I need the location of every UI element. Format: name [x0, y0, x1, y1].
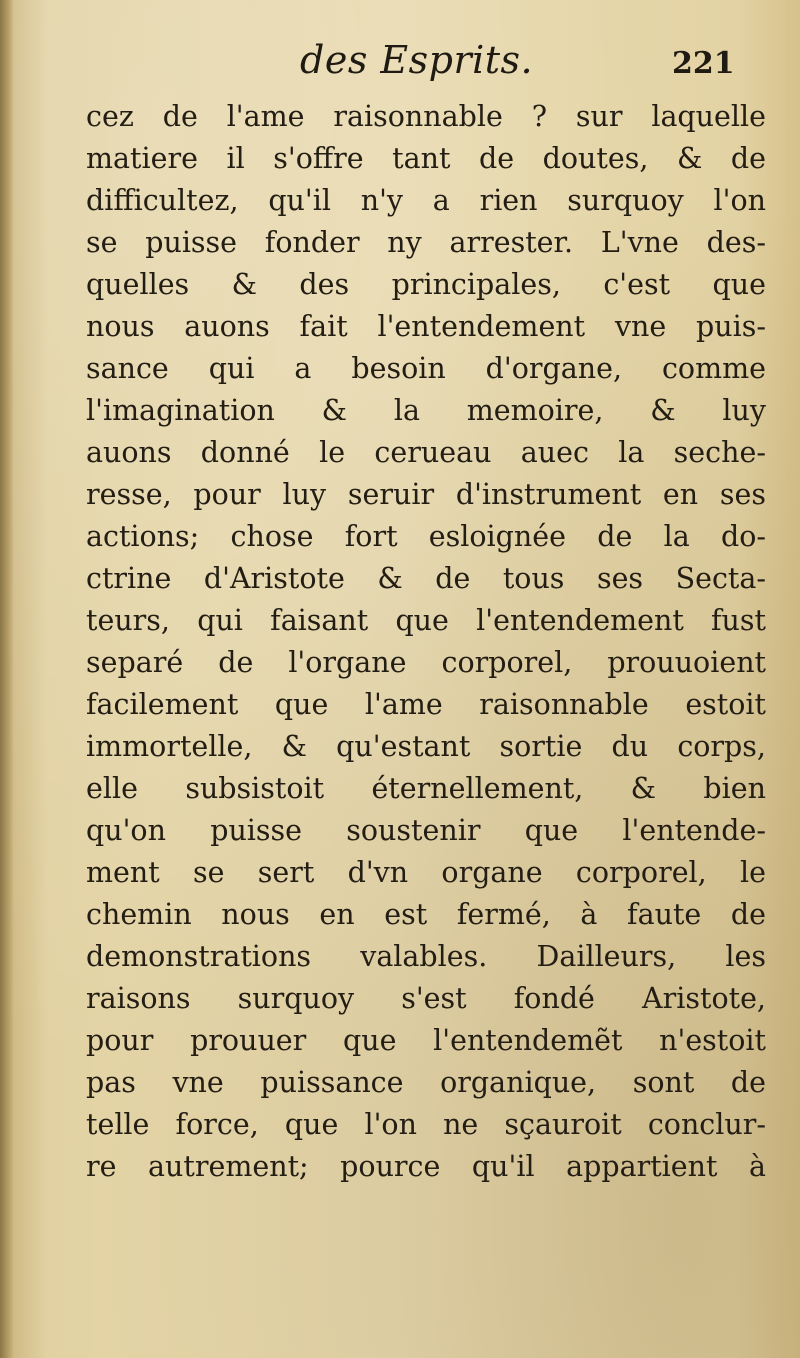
text-line: teurs, qui faisant que l'entendement fust: [86, 604, 766, 637]
text-line: se puisse fonder ny arrester. L'vne des-: [86, 226, 766, 259]
text-line: matiere il s'offre tant de doutes, & de: [86, 142, 766, 175]
text-line: chemin nous en est fermé, à faute de: [86, 898, 766, 931]
text-line: cez de l'ame raisonnable ? sur laquelle: [86, 100, 766, 133]
text-line: difficultez, qu'il n'y a rien surquoy l'on: [86, 184, 766, 217]
text-line: auons donné le cerueau auec la seche-: [86, 436, 766, 469]
text-line: l'imagination & la memoire, & luy: [86, 394, 766, 427]
text-line: sance qui a besoin d'organe, comme: [86, 352, 766, 385]
text-line: immortelle, & qu'estant sortie du corps,: [86, 730, 766, 763]
text-line: telle force, que l'on ne sçauroit conclur-: [86, 1108, 766, 1141]
running-title: des Esprits.: [300, 38, 534, 82]
text-line: ment se sert d'vn organe corporel, le: [86, 856, 766, 889]
text-line: qu'on puisse soustenir que l'entende-: [86, 814, 766, 847]
text-line: pas vne puissance organique, sont de: [86, 1066, 766, 1099]
text-line: resse, pour luy seruir d'instrument en ses: [86, 478, 766, 511]
text-line: demonstrations valables. Dailleurs, les: [86, 940, 766, 973]
text-line: elle subsistoit éternellement, & bien: [86, 772, 766, 805]
page-number: 221: [672, 46, 735, 81]
text-line: separé de l'organe corporel, prouuoient: [86, 646, 766, 679]
page-header: [0, 38, 800, 98]
text-line: nous auons fait l'entendement vne puis-: [86, 310, 766, 343]
text-line: ctrine d'Aristote & de tous ses Secta-: [86, 562, 766, 595]
text-line: facilement que l'ame raisonnable estoit: [86, 688, 766, 721]
text-line: re autrement; pource qu'il appartient à: [86, 1150, 766, 1183]
text-line: pour prouuer que l'entendemẽt n'estoit: [86, 1024, 766, 1057]
text-line: raisons surquoy s'est fondé Aristote,: [86, 982, 766, 1015]
page-gutter-shadow: [0, 0, 14, 1358]
text-line: quelles & des principales, c'est que: [86, 268, 766, 301]
body-text: [86, 96, 766, 1188]
text-line: actions; chose fort esloignée de la do-: [86, 520, 766, 553]
